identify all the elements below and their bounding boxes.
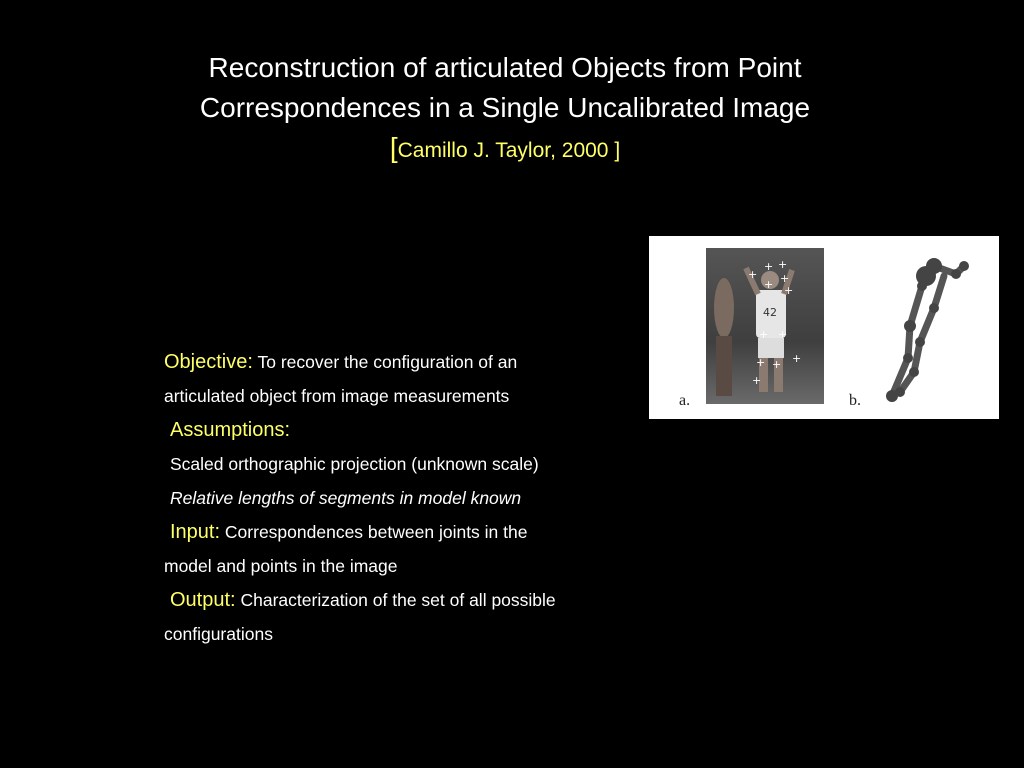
- svg-text:+: +: [748, 268, 758, 281]
- skeleton-model: [864, 246, 984, 411]
- skeleton-segment: [934, 276, 944, 308]
- slide-body: [164, 345, 644, 651]
- skeleton-segment: [920, 308, 934, 342]
- skeleton-joint: [895, 387, 905, 397]
- svg-text:+: +: [784, 284, 794, 297]
- objective-text-2: articulated object from image measurements: [164, 386, 510, 406]
- skeleton-joint: [904, 320, 916, 332]
- skeleton-joint: [959, 261, 969, 271]
- svg-text:+: +: [756, 356, 766, 369]
- svg-text:+: +: [780, 272, 790, 285]
- objective-label: Objective:: [164, 351, 253, 373]
- citation-text: Camillo J. Taylor, 2000 ]: [397, 139, 621, 162]
- skeleton-joint: [917, 281, 927, 291]
- skeleton-segment: [910, 286, 922, 326]
- svg-text:+: +: [764, 260, 774, 273]
- citation: [120, 128, 890, 171]
- jersey-number: 42: [763, 306, 777, 319]
- basketball-photo: [706, 248, 824, 404]
- objective-paragraph: [164, 345, 644, 413]
- svg-text:+: +: [792, 352, 802, 365]
- skeleton-joint: [951, 269, 961, 279]
- svg-text:+: +: [752, 374, 762, 387]
- skeleton-joint: [929, 303, 939, 313]
- assumptions-heading: [164, 413, 644, 447]
- svg-text:+: +: [772, 358, 782, 371]
- background-player-legs: [716, 336, 732, 396]
- objective-text-1: To recover the configuration of an: [257, 352, 518, 372]
- skeleton-joint: [909, 367, 919, 377]
- output-text-2: configurations: [164, 624, 273, 644]
- assumption-2: Relative lengths of segments in model known: [170, 488, 522, 508]
- assumption-1: Scaled orthographic projection (unknown scale): [170, 454, 539, 474]
- skeleton-joint: [903, 353, 913, 363]
- figure-panel: [649, 236, 999, 419]
- input-text-1: Correspondences between joints in the: [224, 522, 528, 542]
- title-line-1: Reconstruction of articulated Objects from Point: [208, 52, 802, 83]
- svg-text:+: +: [778, 328, 788, 341]
- slide-title: [120, 48, 890, 171]
- figure-label-a: a.: [679, 392, 691, 409]
- citation-bracket: [: [389, 132, 398, 163]
- input-label: Input:: [170, 521, 221, 543]
- output-label: Output:: [170, 589, 236, 611]
- player-shorts: [758, 338, 784, 358]
- assumptions-label: Assumptions:: [170, 419, 291, 441]
- skeleton-joint: [915, 337, 925, 347]
- player-silhouette: [706, 248, 824, 404]
- input-text-2: model and points in the image: [164, 556, 398, 576]
- svg-text:+: +: [764, 278, 774, 291]
- figure-label-b: b.: [849, 392, 861, 409]
- output-paragraph: [164, 583, 644, 651]
- input-paragraph: [164, 515, 644, 583]
- title-line-2: Correspondences in a Single Uncalibrated Image: [199, 92, 811, 123]
- svg-text:+: +: [778, 258, 788, 271]
- assumption-item: [164, 447, 644, 481]
- assumption-item: [164, 481, 644, 515]
- background-player: [714, 278, 734, 338]
- svg-text:+: +: [759, 328, 769, 341]
- output-text-1: Characterization of the set of all possible: [240, 590, 556, 610]
